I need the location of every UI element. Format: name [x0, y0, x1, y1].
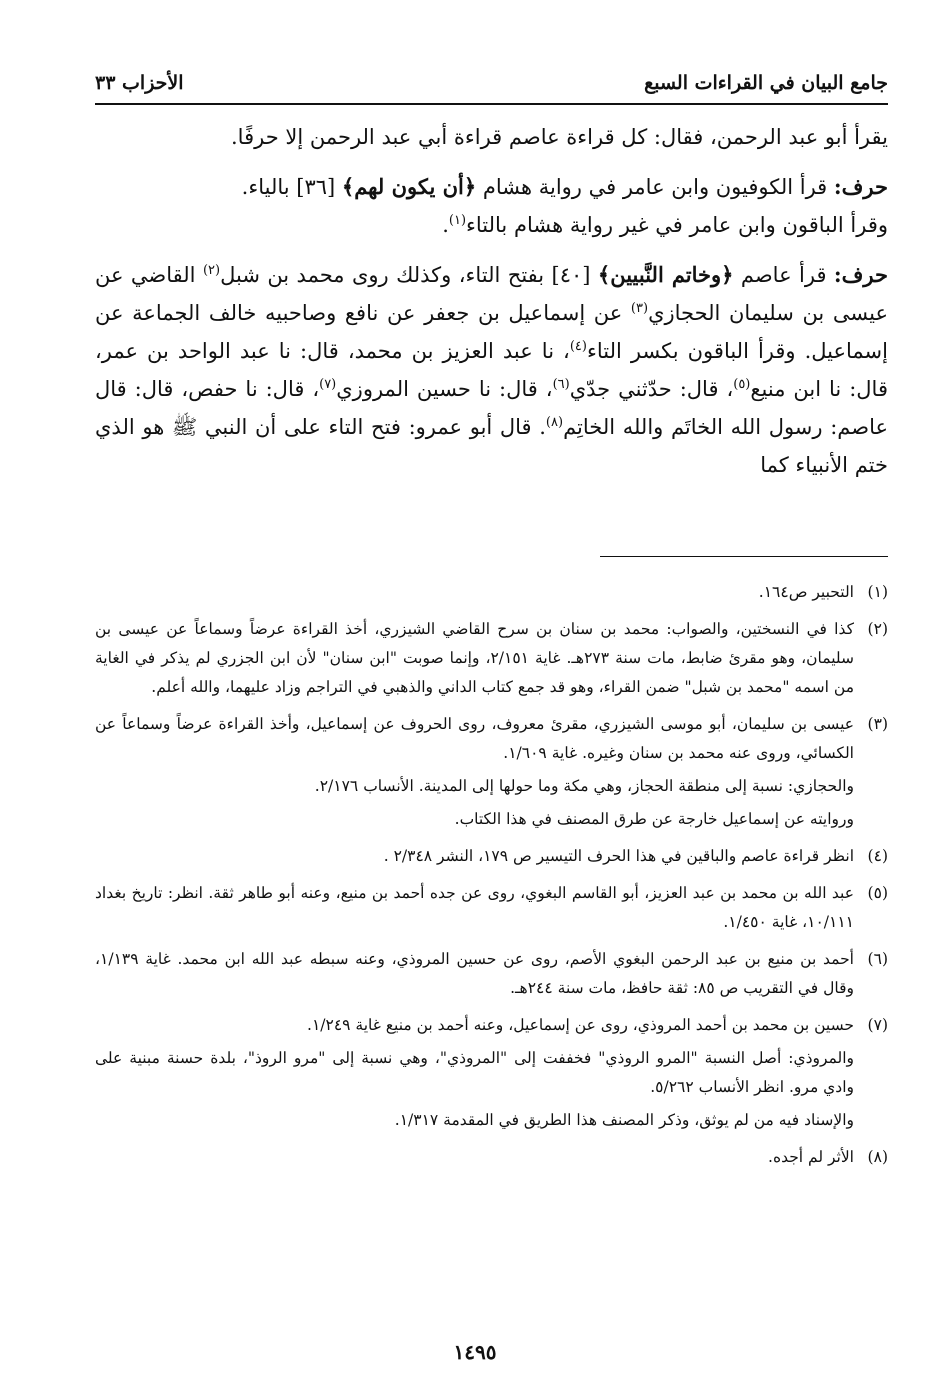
footnote-ref: (٢) [202, 263, 221, 278]
footnote-separator [600, 556, 888, 557]
header-rule [95, 103, 888, 105]
paragraph-1: يقرأ أبو عبد الرحمن، فقال: كل قراءة عاصم قراءة أبي عبد الرحمن إلا حرفًا. [231, 125, 888, 149]
footnote-ref: (٥) [733, 377, 751, 392]
running-header [95, 66, 888, 100]
page-number: ١٤٩٥ [453, 1340, 497, 1364]
footnote-2: (٢) كذا في النسختين، والصواب: محمد بن سنان بن سرح القاضي الشيزري، أخذ القراءة عرضاً وسماعاً عن عيسى بن سليمان، وهو مقرئ ضابط، مات سنة ٢٧٣هـ. غاية ٢/١٥١، وإنما صوبت "ابن سنان" لأن ابن الجزري لم يذكر في الغاية من اسمه "محمد بن شبل" ضمن القراء، وهو قد جمع كتاب الداني والذهبي في التراجم وزاد عليهما، والله أعلم. [95, 620, 888, 696]
footnote-7: (٧) حسين بن محمد بن أحمد المروذي، روى عن إسماعيل، وعنه أحمد بن منيع غاية ١/٢٤٩. والمروذي: أصل النسبة "المرو الروذي" فخففت إلى "المروذي"، وهي نسبة إلى "مرو الروذ"، بلدة حسنة مبنية على وادي مرو. انظر الأنساب ٥/٢٦٢. والإسناد فيه من لم يوثق، وذكر المصنف هذا الطريق في المقدمة ١/٣١٧. [95, 1016, 888, 1129]
section-label: الأحزاب ٣٣ [95, 72, 184, 94]
verse-quote: ﴿أن يكون لهم﴾ [341, 174, 477, 199]
footnote-ref: (١) [448, 213, 467, 228]
footnote-ref: (٨) [545, 415, 564, 430]
harf-label: حرف: [833, 262, 888, 287]
footnote-3: (٣) عيسى بن سليمان، أبو موسى الشيزري، مقرئ معروف، روى الحروف عن إسماعيل، وأخذ القراءة عرضاً وسماعاً عن الكسائي، وروى عنه محمد بن سنان وغيره. غاية ١/٦٠٩. والحجازي: نسبة إلى منطقة الحجاز، وهي مكة وما حولها إلى المدينة. الأنساب ٢/١٧٦. وروايته عن إسماعيل خارجة عن طرق المصنف في هذا الكتاب. [95, 715, 888, 828]
footnote-ref: (٣) [630, 301, 649, 316]
footnote-1: (١) التحبير ص١٦٤. [758, 583, 888, 601]
footnote-ref: (٤) [569, 339, 587, 354]
footnotes [95, 578, 888, 1180]
harf-label: حرف: [833, 174, 888, 199]
footnote-8: (٨) الأثر لم أجده. [768, 1148, 888, 1166]
paragraph-2: حرف: قرأ الكوفيون وابن عامر في رواية هشام ﴿أن يكون لهم﴾ [٣٦] بالياء. وقرأ الباقون وابن عامر في غير رواية هشام بالتاء$^{(١)}$. [241, 174, 888, 237]
verse-quote: ﴿وخاتم النَّبيين﴾ [597, 262, 734, 287]
footnote-ref: (٦) [552, 377, 570, 392]
book-title: جامع البيان في القراءات السبع [644, 72, 888, 94]
paragraph-3: حرف: قرأ عاصم ﴿وخاتم النَّبيين﴾ [٤٠] بفتح التاء، وكذلك روى محمد بن شبل$^{(٢)}$ القاضي عن عيسى بن سليمان الحجازي$^{(٣)}$ عن إسماعيل بن جعفر عن نافع وصاحبيه خالف الجماعة عن إسماعيل. وقرأ الباقون بكسر التاء$^{(٤)}$، نا عبد العزيز بن محمد، قال: نا عبد الواحد بن عمر، قال: نا ابن منيع$^{(٥)}$، قال: حدّثني جدّي$^{(٦)}$، قال: نا حسين المروزي$^{(٧)}$، قال: نا حفص، قال: قال عاصم: رسول الله الخاتَم والله الخاتِم$^{(٨)}$. قال أبو عمرو: فتح التاء على أن النبي ﷺ هو الذي ختم الأنبياء كما [95, 262, 889, 477]
main-text [95, 118, 888, 496]
footnote-6: (٦) أحمد بن منيع بن عبد الرحمن البغوي الأصم، روى عن حسين المروذي، وعنه سبطه عبد الله ابن محمد. غاية ١/١٣٩، وقال في التقريب ص ٨٥: ثقة حافظ، مات سنة ٢٤٤هـ. [95, 950, 888, 997]
footnote-5: (٥) عبد الله بن محمد بن عبد العزيز، أبو القاسم البغوي، روى عن جده أحمد بن منيع، وعنه أبو طاهر ثقة. انظر: تاريخ بغداد ١٠/١١١، غاية ١/٤٥٠. [95, 884, 888, 931]
footnote-4: (٤) انظر قراءة عاصم والباقين في هذا الحرف التيسير ص ١٧٩، النشر ٢/٣٤٨ . [383, 847, 888, 865]
footnote-ref: (٧) [319, 377, 337, 392]
